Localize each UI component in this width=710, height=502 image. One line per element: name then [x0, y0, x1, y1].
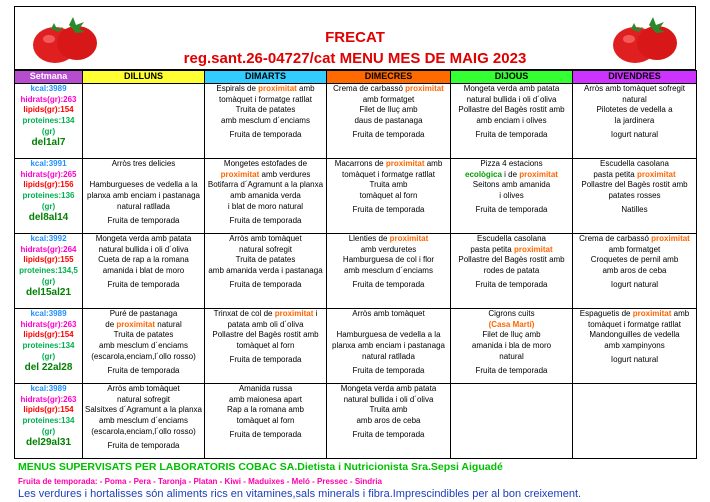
- fruit-list: Fruita de temporada: - Poma - Pera - Taronja - Platan - Kiwi - Maduixes - Meló - Pressec - Sindria: [18, 477, 382, 486]
- week-gr-unit: (gr): [41, 351, 56, 361]
- week-hidrats: hidrats(gr):263: [20, 394, 77, 404]
- dish-line: rodes de patata: [483, 266, 540, 276]
- dish-line: Pollastre del Bagès rostit amb: [581, 180, 688, 190]
- dish-line: Crema de carbassó proximitat: [579, 234, 690, 243]
- dish-line: planxa amb enciam i pastanaga: [332, 341, 445, 351]
- week-range: del 22al28: [24, 361, 73, 373]
- header-dilluns: DILLUNS: [83, 71, 205, 84]
- week-nutrition-cell: [15, 309, 83, 384]
- week-proteines: proteines:134: [22, 341, 75, 351]
- dish-line: [574, 416, 695, 427]
- week-nutrition-cell: [15, 159, 83, 234]
- dish-line: Hamburguesa de vedella a la: [336, 330, 441, 340]
- dish-line: tomàquet i formatge ratllat: [588, 319, 681, 329]
- dish-line: Arròs tres delicies: [111, 159, 176, 168]
- dish-line: de proximitat natural: [105, 319, 182, 329]
- supervision-note: MENUS SUPERVISATS PER LABORATORIS COBAC SA.Dietista i Nutricionista Sra.Sepsi Aiguadé: [18, 461, 503, 473]
- week-nutrition-cell: [15, 384, 83, 459]
- day-menu-cell: [573, 234, 697, 309]
- dish-line: (escarola,enciam,l´ollo rosso): [91, 351, 196, 361]
- dessert-line: Fruita de temporada: [107, 279, 180, 289]
- day-menu-cell: [205, 309, 327, 384]
- week-range: del1al7: [31, 136, 66, 148]
- day-menu-cell: [205, 84, 327, 159]
- dessert-line: Fruita de temporada: [475, 365, 548, 375]
- dessert-line: Fruita de temporada: [229, 354, 302, 364]
- dessert-line: Fruita de temporada: [229, 129, 302, 139]
- dish-line: tomàquet i formatge ratllat: [219, 94, 312, 104]
- dish-line: patates rosses: [608, 191, 661, 201]
- tomato-icon: [609, 9, 681, 69]
- week-nutrition-cell: [15, 234, 83, 309]
- day-menu-cell: [327, 84, 451, 159]
- week-row: [15, 234, 697, 309]
- dish-line: Mongetes estofades de: [223, 159, 308, 168]
- dish-line: Escudella casolana: [477, 234, 546, 243]
- dish-line: Arròs amb tomàquet: [107, 384, 180, 393]
- dish-line: amb aros de ceba: [356, 416, 421, 426]
- week-kcal: kcal:3989: [30, 309, 67, 318]
- day-menu-cell: [83, 309, 205, 384]
- week-range: del8al14: [28, 211, 69, 223]
- dish-line: [84, 170, 203, 181]
- header-dimecres: DIMECRES: [327, 71, 451, 84]
- dish-line: Espaguetis de proximitat amb: [579, 309, 690, 318]
- dish-line: planxa amb enciam i pastanaga: [87, 191, 200, 201]
- week-kcal: kcal:3989: [30, 84, 67, 93]
- week-gr-unit: (gr): [41, 201, 56, 211]
- dessert-line: Fruita de temporada: [352, 429, 425, 439]
- dish-line: [574, 384, 695, 395]
- dish-line: amanida i bla de moro: [471, 341, 552, 351]
- dish-line: [328, 320, 449, 331]
- menu-header: [14, 6, 696, 70]
- dish-line: Arròs amb tomàquet: [229, 234, 302, 243]
- dish-line: tomàquet al forn: [236, 416, 295, 426]
- day-menu-cell: [83, 234, 205, 309]
- dish-line: Espirals de proximitat amb: [216, 84, 315, 93]
- dessert-line: Fruita de temporada: [107, 215, 180, 225]
- day-menu-cell: [573, 84, 697, 159]
- dish-line: amb mesclum d´enciams: [99, 416, 188, 426]
- dessert-line: Iogurt natural: [610, 129, 659, 139]
- week-nutrition-cell: [15, 84, 83, 159]
- dish-line: Mongeta verda amb patata: [340, 384, 437, 393]
- dish-line: Macarrons de proximitat amb: [334, 159, 443, 168]
- day-menu-cell: [205, 384, 327, 459]
- dish-line: natural bullida i oli d´oliva: [466, 94, 557, 104]
- dish-line: [84, 105, 203, 116]
- dish-line: natural sofregit: [239, 244, 292, 254]
- dessert-line: Fruita de temporada: [352, 279, 425, 289]
- week-lipids: lipids(gr):154: [23, 105, 74, 115]
- week-hidrats: hidrats(gr):264: [20, 244, 77, 254]
- page-subtitle: reg.sant.26-04727/cat MENU MES DE MAIG 2023: [183, 50, 527, 67]
- dish-line: Cigrons cuits: [488, 309, 535, 318]
- dish-line: amb xampinyons: [604, 341, 665, 351]
- dish-line: natural sofregit: [117, 394, 170, 404]
- dish-line: Escudella casolana: [600, 159, 669, 168]
- dish-line: Hamburguesa de col i flor: [342, 255, 435, 265]
- dish-line: natural bullida i oli d´oliva: [343, 394, 434, 404]
- dish-line: patata amb oli d´oliva: [227, 319, 304, 329]
- week-hidrats: hidrats(gr):263: [20, 319, 77, 329]
- week-lipids: lipids(gr):154: [23, 330, 74, 340]
- dish-line: natural ratllada: [362, 351, 415, 361]
- dessert-line: Fruita de temporada: [229, 279, 302, 289]
- dish-line: [574, 395, 695, 406]
- week-gr-unit: (gr): [41, 126, 56, 136]
- nutrition-note: Les verdures i hortalisses són aliments rics en vitamines,sals minerals i fibra.Imprescindibles per al bon creixement.: [18, 488, 582, 500]
- dish-line: [452, 384, 571, 395]
- day-menu-cell: [83, 384, 205, 459]
- dish-line: amb mesclum d´enciams: [344, 266, 433, 276]
- dish-line: amb formatget: [608, 244, 661, 254]
- dish-line: Hamburgueses de vedella a la: [89, 180, 198, 190]
- dish-line: Pollastre del Bagès rostit amb: [458, 255, 565, 265]
- week-range: del29al31: [25, 436, 72, 448]
- dish-line: amb enciam i olives: [476, 116, 547, 126]
- dish-line: natural: [499, 351, 524, 361]
- week-hidrats: hidrats(gr):263: [20, 94, 77, 104]
- dish-line: (Casa Martí): [488, 319, 535, 329]
- dessert-line: Natilles: [621, 204, 648, 214]
- dish-line: amb formatget: [362, 94, 415, 104]
- week-lipids: lipids(gr):156: [23, 180, 74, 190]
- week-kcal: kcal:3992: [30, 234, 67, 243]
- header-divendres: DIVENDRES: [573, 71, 697, 84]
- page-title: FRECAT: [325, 29, 385, 46]
- dish-line: Trinxat de col de proximitat i: [213, 309, 318, 318]
- dish-line: Mongeta verda amb patata: [95, 234, 192, 243]
- dish-line: Salsitxes d´Agramunt a la planxa: [85, 405, 202, 415]
- dish-line: Arròs amb tomàquet: [352, 309, 425, 318]
- day-menu-cell: [327, 234, 451, 309]
- week-kcal: kcal:3991: [30, 159, 67, 168]
- dish-line: natural: [622, 94, 647, 104]
- week-lipids: lipids(gr):154: [23, 405, 74, 415]
- day-menu-cell: [451, 84, 573, 159]
- dish-line: natural bullida i oli d´oliva: [98, 244, 189, 254]
- dish-line: pasta petita proximitat: [470, 244, 553, 254]
- dessert-line: Fruita de temporada: [229, 215, 302, 225]
- week-proteines: proteines:136: [22, 191, 75, 201]
- dish-line: Puré de pastanaga: [109, 309, 178, 318]
- day-menu-cell: [451, 159, 573, 234]
- dish-line: daus de pastanaga: [354, 116, 423, 126]
- menu-table: [14, 70, 697, 459]
- dish-line: amb verduretes: [360, 244, 417, 254]
- day-menu-cell: [451, 384, 573, 459]
- week-lipids: lipids(gr):155: [23, 255, 74, 265]
- dish-line: Pilotetes de vedella a: [596, 105, 673, 115]
- week-row: [15, 159, 697, 234]
- dish-line: tomàquet i formatge ratllat: [342, 169, 435, 179]
- dish-line: Crema de carbassó proximitat: [333, 84, 444, 93]
- dish-line: Truita de patates: [235, 255, 296, 265]
- day-menu-cell: [573, 384, 697, 459]
- dish-line: amanida i blat de moro: [102, 266, 185, 276]
- week-gr-unit: (gr): [41, 276, 56, 286]
- day-menu-cell: [205, 234, 327, 309]
- dessert-line: Fruita de temporada: [475, 279, 548, 289]
- day-menu-cell: [327, 309, 451, 384]
- dish-line: Cueta de rap a la romana: [98, 255, 189, 265]
- dish-line: Pizza 4 estacions: [480, 159, 543, 168]
- dish-line: Rap a la romana amb: [227, 405, 304, 415]
- header-setmana: Setmana: [15, 71, 83, 84]
- dessert-line: Iogurt natural: [610, 279, 659, 289]
- dish-line: amb amanida verda i pastanaga: [208, 266, 323, 276]
- dish-line: Filet de lluç amb: [482, 330, 541, 340]
- dish-line: Croquetes de pernil amb: [590, 255, 679, 265]
- dish-line: Truita de patates: [113, 330, 174, 340]
- dish-line: (escarola,enciam,l´ollo rosso): [91, 426, 196, 436]
- day-menu-cell: [327, 384, 451, 459]
- dish-line: Pollastre del Bagès rostit amb: [212, 330, 319, 340]
- dessert-line: Fruita de temporada: [352, 129, 425, 139]
- week-hidrats: hidrats(gr):265: [20, 169, 77, 179]
- dessert-line: Iogurt natural: [610, 354, 659, 364]
- dish-line: ecològica i de proximitat: [465, 169, 558, 179]
- dish-line: [452, 395, 571, 406]
- dish-line: Amanida russa: [238, 384, 293, 393]
- header-dimarts: DIMARTS: [205, 71, 327, 84]
- dish-line: [574, 405, 695, 416]
- dish-line: la jardinera: [614, 116, 655, 126]
- dish-line: [84, 95, 203, 106]
- dessert-line: Fruita de temporada: [475, 129, 548, 139]
- dessert-line: Fruita de temporada: [107, 365, 180, 375]
- dessert-line: Fruita de temporada: [107, 440, 180, 450]
- column-headers: [15, 71, 697, 84]
- day-menu-cell: [573, 159, 697, 234]
- dish-line: amb mesclum d´enciams: [99, 341, 188, 351]
- dessert-line: Fruita de temporada: [352, 365, 425, 375]
- week-proteines: proteines:134: [22, 416, 75, 426]
- week-row: [15, 84, 697, 159]
- dish-line: [84, 116, 203, 127]
- day-menu-cell: [327, 159, 451, 234]
- dessert-line: Fruita de temporada: [475, 204, 548, 214]
- day-menu-cell: [451, 309, 573, 384]
- dish-line: amb amanida verda: [230, 191, 301, 201]
- dish-line: tomàquet al forn: [359, 191, 418, 201]
- day-menu-cell: [83, 159, 205, 234]
- dish-line: amb aros de ceba: [602, 266, 667, 276]
- dish-line: i blat de moro natural: [227, 201, 304, 211]
- dish-line: Mandonguilles de vedella: [589, 330, 680, 340]
- dessert-line: Fruita de temporada: [352, 204, 425, 214]
- dish-line: [84, 84, 203, 95]
- week-row: [15, 384, 697, 459]
- dish-line: [452, 405, 571, 416]
- week-kcal: kcal:3989: [30, 384, 67, 393]
- dish-line: Llenties de proximitat: [348, 234, 429, 243]
- day-menu-cell: [451, 234, 573, 309]
- dish-line: Mongeta verda amb patata: [463, 84, 560, 93]
- dish-line: proximitat amb verdures: [220, 169, 311, 179]
- day-menu-cell: [83, 84, 205, 159]
- day-menu-cell: [573, 309, 697, 384]
- dish-line: natural ratllada: [117, 201, 170, 211]
- dish-line: Truita amb: [369, 180, 408, 190]
- dessert-line: Fruita de temporada: [229, 429, 302, 439]
- dish-line: pasta petita proximitat: [593, 169, 676, 179]
- dish-line: Botifarra d´Agramunt a la planxa: [207, 180, 324, 190]
- week-proteines: proteines:134,5: [19, 266, 78, 276]
- week-gr-unit: (gr): [41, 426, 56, 436]
- week-proteines: proteines:134: [22, 116, 75, 126]
- week-range: del15al21: [25, 286, 72, 298]
- dish-line: amb maionesa apart: [229, 394, 302, 404]
- dish-line: Pollastre del Bagès rostit amb: [458, 105, 565, 115]
- dish-line: i olives: [499, 191, 524, 201]
- dish-line: Truita amb: [369, 405, 408, 415]
- dish-line: Seitons amb amanida: [472, 180, 551, 190]
- dish-line: Arròs amb tomàquet sofregit: [584, 84, 685, 93]
- dish-line: Truita de patates: [235, 105, 296, 115]
- dish-line: tomàquet al forn: [236, 341, 295, 351]
- dish-line: amb mesclum d´enciams: [221, 116, 310, 126]
- day-menu-cell: [205, 159, 327, 234]
- week-row: [15, 309, 697, 384]
- dish-line: [452, 416, 571, 427]
- dish-line: Filet de lluç amb: [359, 105, 418, 115]
- header-dijous: DIJOUS: [451, 71, 573, 84]
